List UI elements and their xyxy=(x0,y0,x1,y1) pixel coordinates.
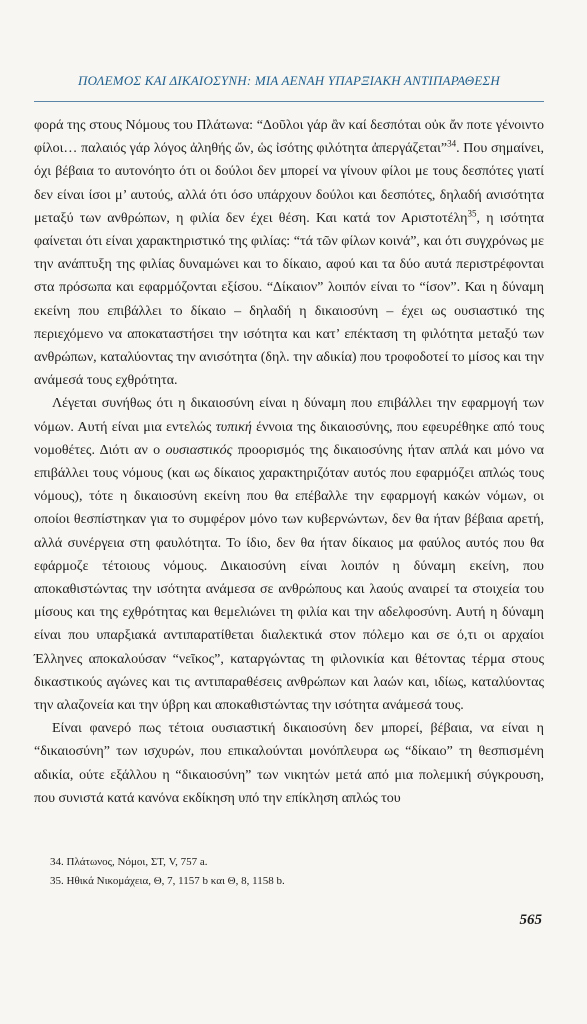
body-text xyxy=(34,114,544,810)
paragraph-2-text-c: προορισμός της δικαιοσύνης ήταν απλά και μόνο να επιβάλλει τους νόμους (και ως δίκαιος χαρακτηριζόταν αυτός που εφαρμόζει απλώς τους νόμους), τότε η δικαιοσύνη εκείνη που θα επέβαλλε την εφαρμογή κακών νόμων, οι οποίοι θεσπίστηκαν για το συμφέρον μόνο των κυβερνώντων, δεν θα ήταν βέβαια αρετή, αλλά συνέργεια στη φαυλότητα. Το ίδιο, δεν θα ήταν δίκαιος μα φαύλος αυτός που θα εφάρμοζε τέτοιους νόμους. Δικαιοσύνη είναι λοιπόν η δύναμη εκείνη, που αποκαθιστώντας την ισότητα ανάμεσα σε ανθρώπους και λαούς αναιρεί τα στοιχεία του μίσους και της εχθρότητας και θεμελιώνει τη φιλία και την αδελφοσύνη. Αυτή η δύναμη είναι που υπαρξιακά αντιπαρατίθεται διαλεκτικά στον πόλεμο και σε ό,τι οι αρχαίοι Έλληνες αποκαλούσαν “νεῖκος”, καταργώντας τη φιλονικία και θέτοντας τέρμα στους δικαστικούς αγώνες και τις αντιπαραθέσεις ανθρώπων και λαών και, ιδίως, καταλύοντας την αλαζονεία και την ύβρη και αποκαθιστώντας την ισότητα ανάμεσά τους. xyxy=(34,442,544,714)
footnote-ref-34: 34 xyxy=(447,138,457,149)
page-number: 565 xyxy=(519,912,542,928)
paragraph-1-text-b: . Που σημαίνει, όχι βέβαια το αυτονόητο ότι οι δούλοι δεν μπορεί να γίνουν φίλοι με τους δεσπότες γιατί δεν είναι ίσοι μ’ αυτούς, αλλά ότι όσο υπάρχουν δούλοι και δεσπότες, δηλαδή ανισότητα μεταξύ των ανθρώπων, η φιλία δεν έχει θέση. Και κατά τον Αριστοτέλη xyxy=(34,141,545,226)
footnote-35: 35. Ηθικά Νικομάχεια, Θ, 7, 1157 b και Θ, 8, 1158 b. xyxy=(50,875,285,887)
paragraph-3: Είναι φανερό πως τέτοια ουσιαστική δικαιοσύνη δεν μπορεί, βέβαια, να είναι η “δικαιοσύνη” των ισχυρών, που επικαλούνται μονόπλευρα ως “δίκαιο” τη θεσπισμένη αδικία, ούτε εξάλλου η “δικαιοσύνη” των νικητών μετά από μια πολεμική σύγκρουση, που συνιστά κατά κανόνα εκδίκηση υπό την επίκληση απλώς του xyxy=(34,721,544,806)
paragraph-1-text-a: φορά της στους Νόμους του Πλάτωνα: “Δοῦλοι γάρ ἂν καί δεσπόται οὐκ ἄν ποτε γένοιντο φίλοι… παλαιός γάρ λόγος ἀληθής ὤν, ὡς ἰσότης φιλότητα ἀπεργάζεται” xyxy=(34,118,544,157)
paragraph-2 xyxy=(34,392,544,717)
paragraph-1-text-c: , η ισότητα φαίνεται ότι είναι χαρακτηριστικό της φιλίας: “τά τῶν φίλων κοινά”, και ότι συγχρόνως με την ανάπτυξη της φιλίας δυναμώνει και το δίκαιο, αφού και τα δύο αυτά περιστρέφονται στα πρόσωπα και εφαρμόζονται εξίσου. “Δίκαιον” λοιπόν είναι το “ίσον”. Και η δύναμη εκείνη που επιβάλλει το δίκαιο – δηλαδή η δικαιοσύνη – έχει ως ουσιαστικό της περιεχόμενο να αποκαταστήσει την ισότητα και κατ’ επέκταση τη φιλότητα μεταξύ των ανθρώπων, καταλύοντας την ανισότητα (δηλ. την αδικία) που τροφοδοτεί το μίσος και την ανάμεσά τους εχθρότητα. xyxy=(34,210,545,389)
footnote-ref-35: 35 xyxy=(467,208,477,219)
footnote-34: 34. Πλάτωνος, Νόμοι, ΣΤ, V, 757 a. xyxy=(50,856,208,868)
header-divider xyxy=(34,101,544,102)
emphasis-ousiastikos: ουσιαστικός xyxy=(165,442,233,458)
running-header: ΠΟΛΕΜΟΣ ΚΑΙ ΔΙΚΑΙΟΣΥΝΗ: ΜΙΑ ΑΕΝΑΗ ΥΠΑΡΞΙΑΚΗ ΑΝΤΙΠΑΡΑΘΕΣΗ xyxy=(78,73,500,88)
footnotes xyxy=(34,853,544,891)
paragraph-2-text-b: έννοια της δικαιοσύνης, που εφευρέθηκε από τους νομοθέτες. Διότι αν ο xyxy=(34,419,544,458)
paragraph-2-text-a: Λέγεται συνήθως ότι η δικαιοσύνη είναι η δύναμη που επιβάλλει την εφαρμογή των νόμων. Αυτή είναι μια εντελώς xyxy=(34,396,544,435)
paragraph-1 xyxy=(34,114,544,392)
emphasis-typiki: τυπική xyxy=(215,419,252,435)
